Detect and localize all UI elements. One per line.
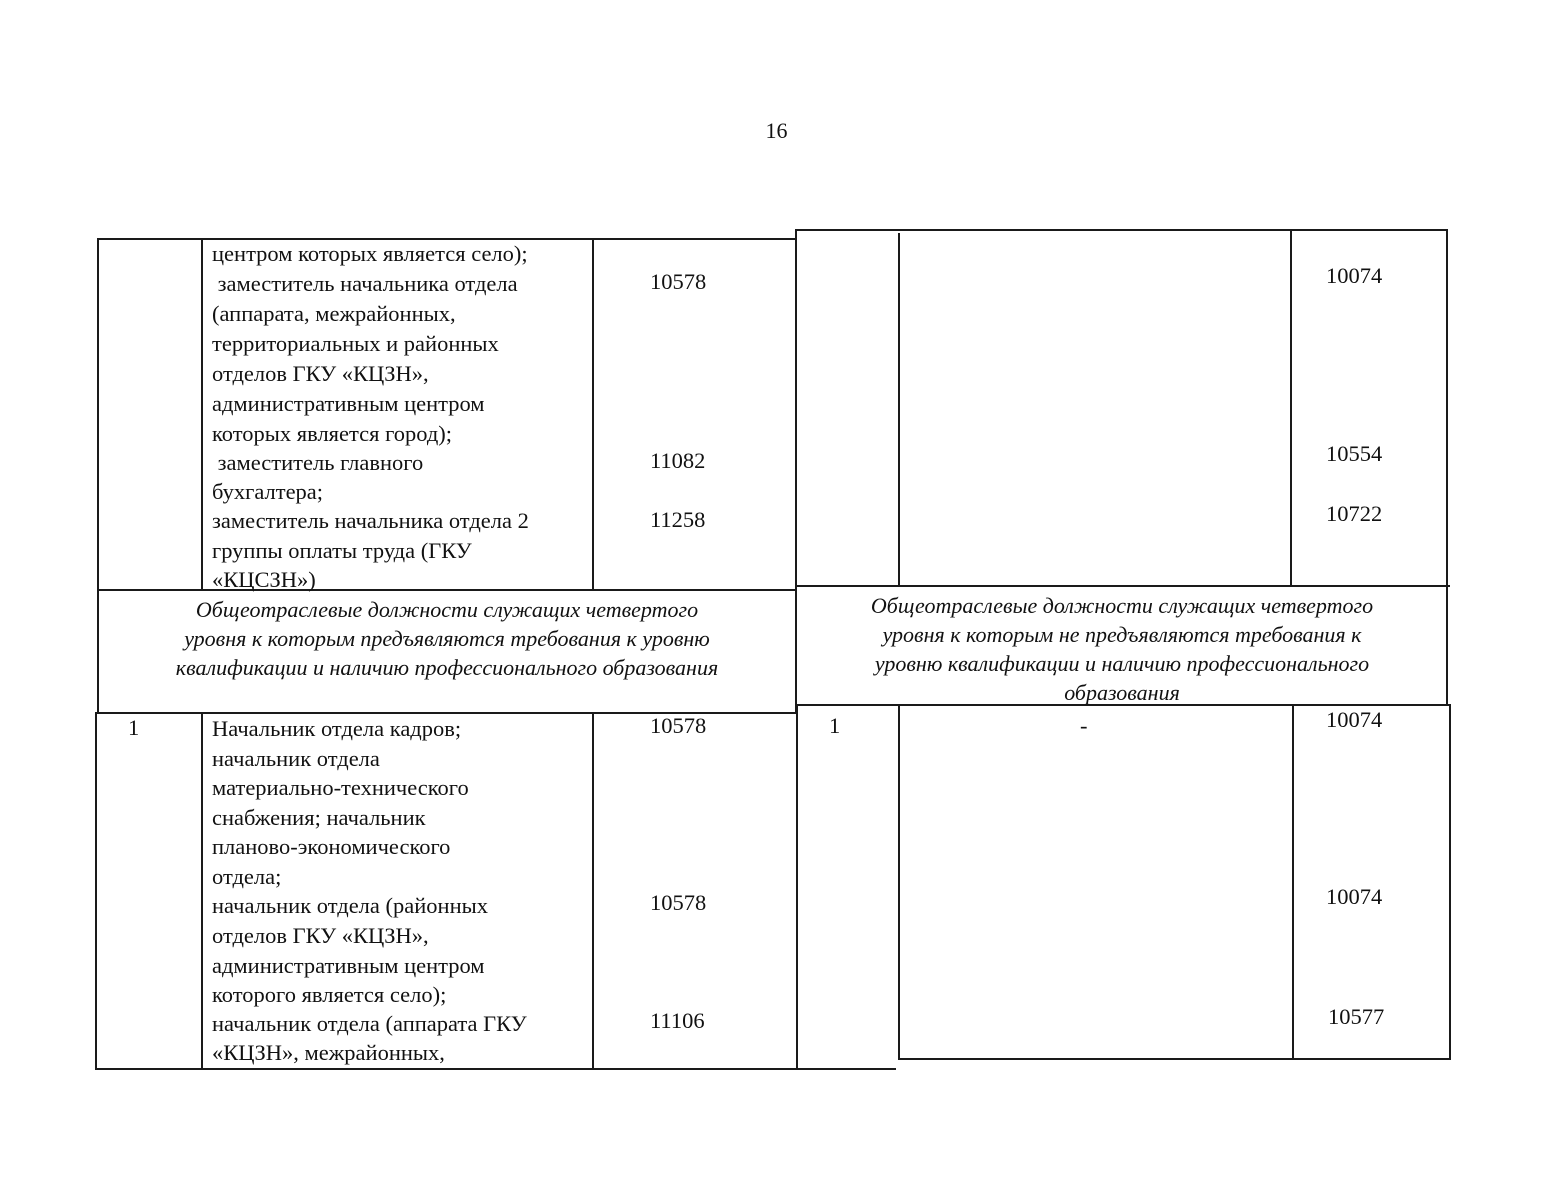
upper-name-line: отделов ГКУ «КЦЗН», <box>212 361 429 386</box>
lower-name-line: отделов ГКУ «КЦЗН», <box>212 923 429 948</box>
right-header-line: уровню квалификации и наличию профессионального <box>874 651 1370 676</box>
upper-left-value: 11082 <box>650 448 706 473</box>
table-bottom-border-left <box>95 1068 896 1070</box>
upper-left-value: 11258 <box>650 507 706 532</box>
divider-value-lower <box>592 712 594 1070</box>
lower-name-line: начальник отдела (аппарата ГКУ <box>212 1011 527 1036</box>
upper-name-line: заместитель начальника отдела <box>212 271 518 296</box>
table-bottom-border-right <box>899 1058 1451 1060</box>
lower-right-value: 10074 <box>1326 884 1383 909</box>
lower-left-value: 10578 <box>650 713 707 738</box>
lower-left-value: 10578 <box>650 890 707 915</box>
lower-name-line: «КЦЗН», межрайонных, <box>212 1040 445 1065</box>
left-header-line: Общеотраслевые должности служащих четвертого <box>195 597 699 622</box>
upper-name-line: которых является город); <box>212 421 453 446</box>
lower-name-line: начальник отдела <box>212 746 380 771</box>
lower-name-line: планово-экономического <box>212 834 451 859</box>
divider-name-lower <box>201 712 203 1070</box>
left-header-line: квалификации и наличию профессионального образования <box>175 655 719 680</box>
lower-name-line: снабжения; начальник <box>212 805 426 830</box>
divider-middle-lower <box>796 706 798 1070</box>
divider-right-value-upper <box>1290 229 1292 587</box>
upper-right-value: 10722 <box>1326 501 1383 526</box>
upper-left-value: 10578 <box>650 269 707 294</box>
lower-name-line: которого является село); <box>212 982 447 1007</box>
page-number: 16 <box>765 118 788 143</box>
lower-left-value: 11106 <box>650 1008 705 1033</box>
lower-right-index: 1 <box>829 713 841 738</box>
lower-right-value: 10577 <box>1328 1004 1385 1029</box>
right-header-line: уровня к которым не предъявляются требования к <box>882 622 1362 647</box>
lower-right-name: - <box>1080 713 1088 738</box>
upper-name-line: бухгалтера; <box>212 479 324 504</box>
divider-right-value-lower <box>1292 704 1294 1060</box>
header-top-border-right <box>795 585 1450 587</box>
upper-name-line: центром которых является село); <box>212 241 528 266</box>
lower-name-line: Начальник отдела кадров; <box>212 716 462 741</box>
lower-left-index: 1 <box>128 715 140 740</box>
divider-value-upper <box>592 238 594 591</box>
lower-name-line: материально-технического <box>212 775 469 800</box>
upper-right-value: 10554 <box>1326 441 1383 466</box>
right-header-line: образования <box>1064 680 1180 705</box>
lower-right-value: 10074 <box>1326 707 1383 732</box>
divider-right-name-lower <box>898 706 900 1060</box>
left-header-line: уровня к которым предъявляются требования к уровню <box>184 626 710 651</box>
lower-name-line: начальник отдела (районных <box>212 893 488 918</box>
border-right-lower <box>1449 704 1451 1060</box>
border-left-lower <box>95 712 97 1070</box>
upper-name-line: административным центром <box>212 391 485 416</box>
upper-name-line: заместитель начальника отдела 2 <box>212 508 529 533</box>
upper-name-line: территориальных и районных <box>212 331 499 356</box>
upper-right-value: 10074 <box>1326 263 1383 288</box>
table-top-border-right <box>795 229 1448 231</box>
upper-name-line: (аппарата, межрайонных, <box>212 301 456 326</box>
divider-name-upper <box>201 238 203 591</box>
lower-name-line: административным центром <box>212 953 485 978</box>
right-header-line: Общеотраслевые должности служащих четвертого <box>870 593 1374 618</box>
lower-name-line: отдела; <box>212 864 282 889</box>
upper-name-line: заместитель главного <box>212 450 424 475</box>
divider-right-name-upper <box>898 233 900 587</box>
upper-name-line: группы оплаты труда (ГКУ <box>212 538 472 563</box>
upper-name-line: «КЦСЗН») <box>212 567 316 592</box>
